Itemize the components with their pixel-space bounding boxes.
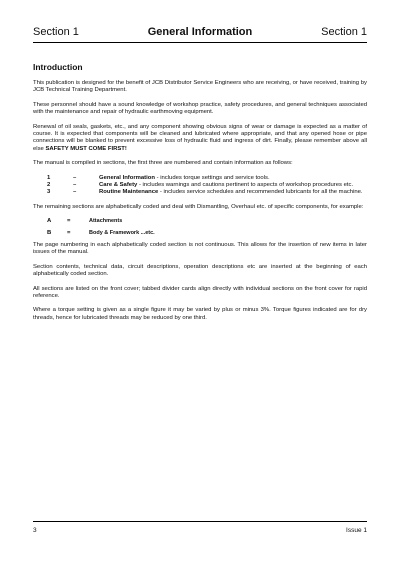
item-title: Routine Maintenance <box>99 189 159 196</box>
item-number: 2 <box>47 182 51 189</box>
paragraph-section-contents: Section contents, technical data, circuit descriptions, operation descriptions etc are inserted at the beginning of each alphabetically coded section. <box>33 263 367 277</box>
list-item <box>47 189 367 196</box>
section-label-right: Section 1 <box>321 26 367 38</box>
paragraph-page-numbering: The page numbering in each alphabetically coded section is not continuous. This allows for the insertion of new items in later issues of the manual. <box>33 241 367 255</box>
page-number: 3 <box>33 527 37 534</box>
item-title: Care & Safety <box>99 182 138 189</box>
item-description: - includes warnings and cautions pertinent to aspects of workshop procedures etc. <box>137 182 354 189</box>
code-description: Attachments <box>89 218 123 225</box>
item-title: General Information <box>99 175 155 182</box>
paragraph-coded-intro: The remaining sections are alphabetically coded and deal with Dismantling, Overhaul etc. of specific components, for example: <box>33 203 364 210</box>
paragraph-torque: Where a torque setting is given as a single figure it may be varied by plus or minus 3%. Torque figures indicated are for dry threads, hence for lubricated threads may be reduced by one third. <box>33 307 367 321</box>
item-dash: – <box>73 175 77 182</box>
item-dash: – <box>73 189 77 196</box>
code-letter: A <box>47 218 52 225</box>
coded-sections-list <box>47 218 367 236</box>
code-description: Body & Framework ...etc. <box>89 229 155 236</box>
introduction-heading: Introduction <box>33 62 83 72</box>
header-divider <box>33 42 367 43</box>
code-equals: = <box>67 229 71 236</box>
list-item <box>47 230 367 237</box>
page-title: General Information <box>147 26 253 38</box>
section-label-left: Section 1 <box>33 26 79 38</box>
issue-label: Issue 1 <box>346 527 367 534</box>
item-number: 1 <box>47 175 51 182</box>
safety-emphasis: SAFETY MUST COME FIRST! <box>45 145 127 152</box>
code-letter: B <box>47 229 52 236</box>
item-number: 3 <box>47 189 51 196</box>
list-item <box>47 182 367 189</box>
list-item <box>47 175 367 182</box>
footer-divider <box>33 521 367 522</box>
numbered-sections-list <box>47 175 367 197</box>
code-equals: = <box>67 218 71 225</box>
paragraph-front-cover: All sections are listed on the front cover; tabbed divider cards align directly with individual sections on the front cover for rapid reference. <box>33 285 367 299</box>
item-dash: – <box>73 182 77 189</box>
paragraph-renewal <box>33 124 367 153</box>
renewal-text: Renewal of oil seals, gaskets, etc., and any component showing obvious signs of wear or damage is expected as a matter of course. It is expected that components will be cleaned and lubricated where appropriate, and that any opened hose or pipe connections will be blanked to prevent excessive loss of hydraulic fluid and ingress of dirt. Finally, please remember above all else <box>33 124 367 152</box>
item-description: - includes service schedules and recommended lubricants for all the machine. <box>158 189 363 196</box>
item-description: - includes torque settings and service tools. <box>154 175 270 182</box>
list-item <box>47 218 367 225</box>
page-content <box>33 64 367 329</box>
page-footer <box>33 527 367 534</box>
paragraph-purpose: This publication is designed for the benefit of JCB Distributor Service Engineers who are receiving, or have received, training by JCB Technical Training Department. <box>33 80 367 94</box>
page-header <box>33 26 367 42</box>
paragraph-sections-intro: The manual is compiled in sections, the first three are numbered and contain information as follows: <box>33 160 293 167</box>
paragraph-personnel: These personnel should have a sound knowledge of workshop practice, safety procedures, and general techniques associated with the maintenance and repair of hydraulic earthmoving equipment. <box>33 102 367 116</box>
